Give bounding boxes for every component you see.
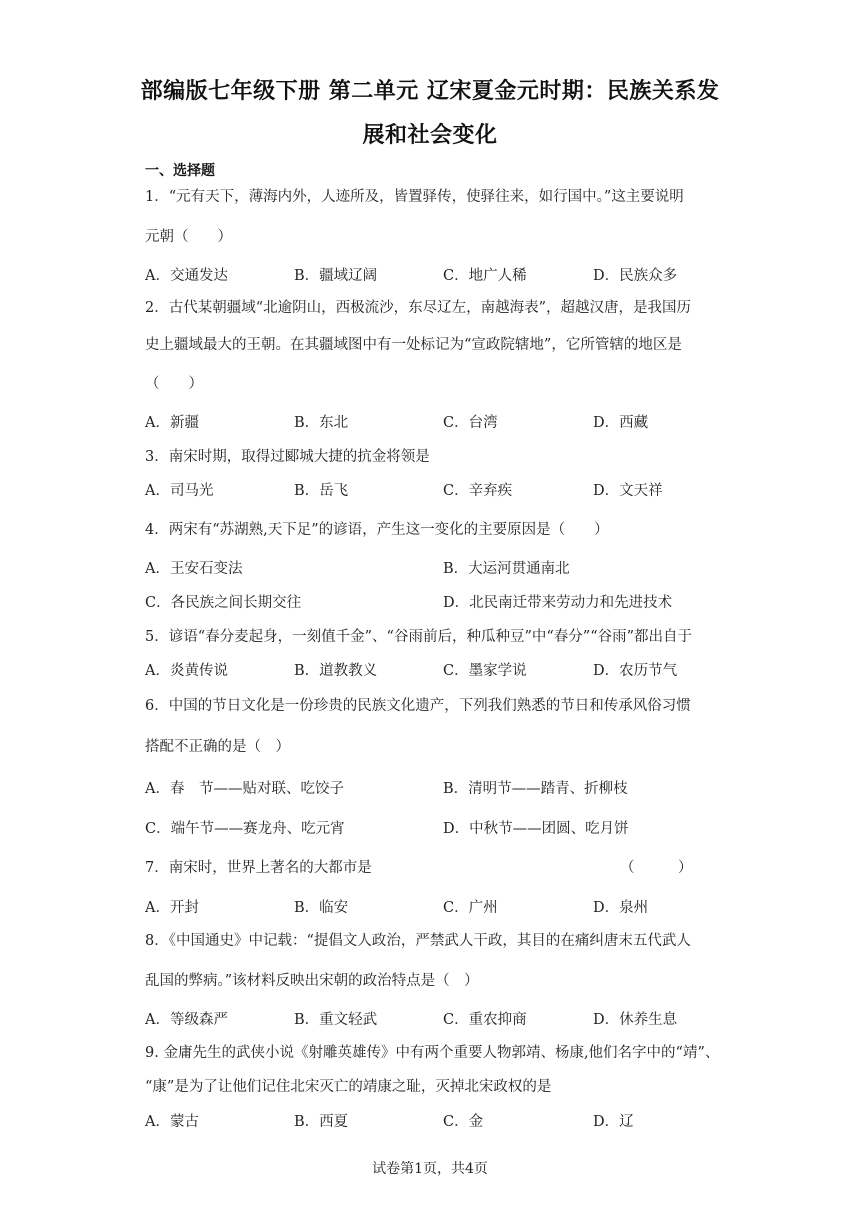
question-2-line-2: 史上疆域最大的王朝。在其疆域图中有一处标记为“宣政院辖地”，它所管辖的地区是 [145,337,682,353]
question-3-option-a: A．司马光 [145,483,214,499]
question-2-option-a: A．新疆 [145,415,199,431]
question-1-option-b: B．疆域辽阔 [294,268,378,284]
question-7-line-1: 7．南宋时，世界上著名的大都市是 [145,860,372,876]
page-footer: 试卷第1页，共4页 [372,1161,488,1177]
question-4-option-a: A．王安石变法 [145,561,243,577]
question-6-option-a: A．春 节——贴对联、吃饺子 [145,781,344,797]
page-title-line-2: 展和社会变化 [362,123,498,148]
question-8-option-c: C．重农抑商 [443,1012,527,1028]
page-title-line-1: 部编版七年级下册 第二单元 辽宋夏金元时期：民族关系发 [140,79,720,104]
question-2-option-c: C．台湾 [443,415,498,431]
question-9-line-2: “康”是为了让他们记住北宋灭亡的靖康之耻，灭掉北宋政权的是 [145,1079,552,1095]
question-3-option-b: B．岳飞 [294,483,349,499]
question-3-line-1: 3．南宋时期，取得过郾城大捷的抗金将领是 [145,449,430,465]
question-1-option-d: D．民族众多 [593,268,678,284]
question-5-line-1: 5．谚语“春分麦起身，一刻值千金”、“谷雨前后，种瓜种豆”中“春分”“谷雨”都出自于 [145,629,693,645]
question-3-option-c: C．辛弃疾 [443,483,513,499]
question-2-option-b: B．东北 [294,415,349,431]
question-7-option-c: C．广州 [443,900,498,916]
question-8-line-1: 8．《中国通史》中记载：“提倡文人政治，严禁武人干政，其目的在痛纠唐末五代武人 [145,933,691,949]
question-7-option-a: A．开封 [145,900,199,916]
question-4-option-c: C．各民族之间长期交往 [145,595,302,611]
question-8-line-2: 乱国的弊病。”该材料反映出宋朝的政治特点是（ ） [145,973,479,989]
question-9-line-1: 9. 金庸先生的武侠小说《射雕英雄传》中有两个重要人物郭靖、杨康,他们名字中的“靖”、 [145,1045,720,1061]
question-9-option-a: A．蒙古 [145,1114,199,1130]
question-8-option-b: B．重文轻武 [294,1012,378,1028]
question-3-option-d: D．文天祥 [593,483,663,499]
question-6-line-2: 搭配不正确的是（ ） [145,739,290,755]
question-1-option-c: C．地广人稀 [443,268,527,284]
question-2-option-d: D．西藏 [593,415,649,431]
question-4-option-b: B．大运河贯通南北 [443,561,570,577]
section-heading: 一、选择题 [145,163,215,179]
question-6-option-b: B．清明节——踏青、折柳枝 [443,781,628,797]
question-4-line-1: 4．两宋有“苏湖熟,天下足”的谚语，产生这一变化的主要原因是（ ） [145,522,609,538]
question-5-option-c: C．墨家学说 [443,663,527,679]
question-7-option-d: D．泉州 [593,900,649,916]
question-7-option-b: B．临安 [294,900,349,916]
question-5-option-d: D．农历节气 [593,663,678,679]
question-8-option-d: D．休养生息 [593,1012,678,1028]
question-5-option-a: A．炎黄传说 [145,663,228,679]
question-6-option-c: C．端午节——赛龙舟、吃元宵 [145,821,345,837]
question-6-option-d: D．中秋节——团圆、吃月饼 [443,821,629,837]
question-8-option-a: A．等级森严 [145,1012,228,1028]
question-1-line-1: 1．“元有天下，薄海内外，人迹所及，皆置驿传，使驿往来，如行国中。”这主要说明 [145,189,684,205]
question-4-option-d: D．北民南迁带来劳动力和先进技术 [443,595,673,611]
question-1-option-a: A．交通发达 [145,268,228,284]
question-9-option-b: B．西夏 [294,1114,349,1130]
question-9-option-c: C．金 [443,1114,484,1130]
question-2-line-3: （ ） [145,376,203,392]
question-9-option-d: D．辽 [593,1114,634,1130]
question-6-line-1: 6．中国的节日文化是一份珍贵的民族文化遗产，下列我们熟悉的节日和传承风俗习惯 [145,698,691,714]
question-1-line-2: 元朝（ ） [145,229,232,245]
question-2-line-1: 2．古代某朝疆域“北逾阴山，西极流沙，东尽辽左，南越海表”，超越汉唐，是我国历 [145,300,692,316]
question-5-option-b: B．道教教义 [294,663,378,679]
question-7-answer-blank: （ ） [620,860,693,876]
